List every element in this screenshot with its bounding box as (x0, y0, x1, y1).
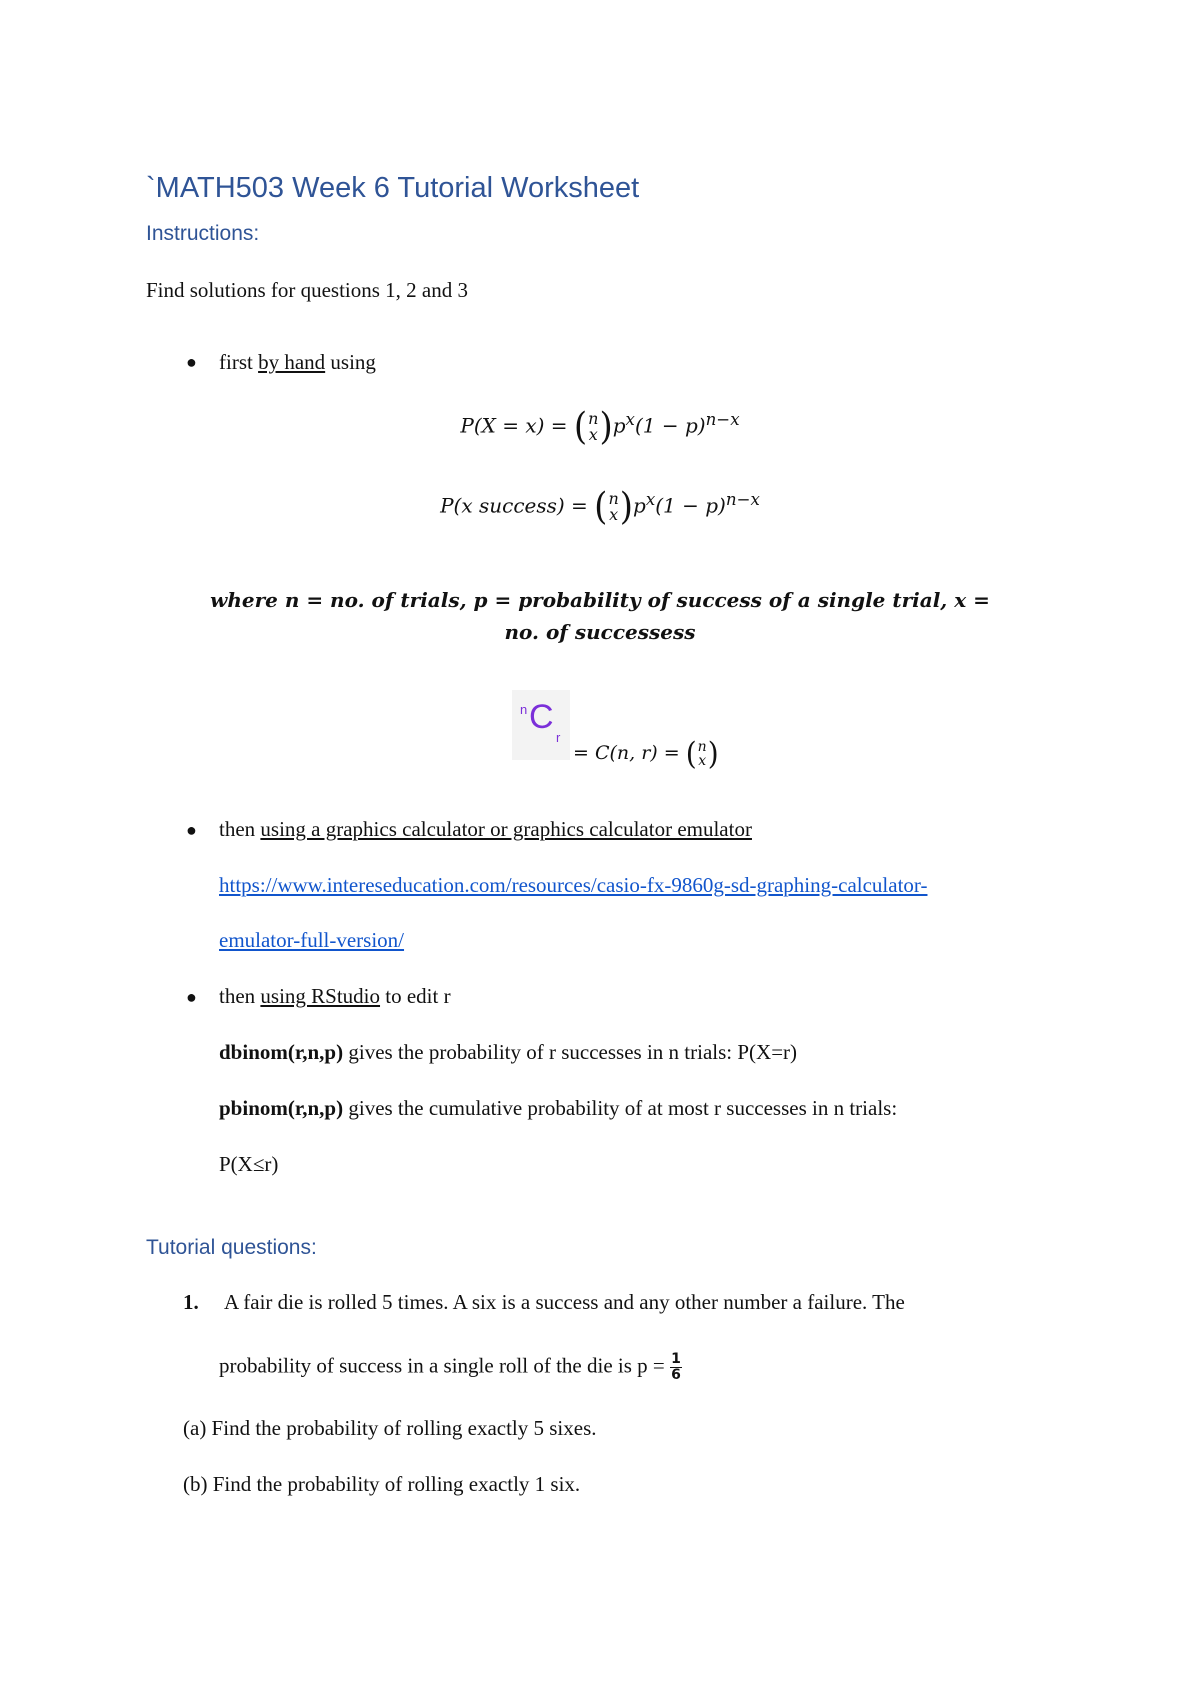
bullet-calc-underlined: using a graphics calculator or graphics calculator emulator (260, 817, 752, 841)
bullet-first-text: first (219, 350, 259, 374)
dbinom-desc: gives the probability of r successes in n trials: P(X=r) (343, 1040, 798, 1064)
comb-top: n (697, 739, 707, 755)
formula2-exp: x (645, 490, 656, 509)
pbinom-line (219, 1096, 897, 1121)
frac-num: 1 (671, 1351, 681, 1367)
bullet-dot-icon: ● (186, 352, 197, 372)
pbinom-line-2: P(X≤r) (219, 1152, 279, 1176)
formula1-exp2: n−x (705, 410, 740, 429)
pbinom-code: pbinom(r,n,p) (219, 1096, 344, 1120)
question-1b: (b) Find the probability of rolling exactly 1 six. (183, 1472, 581, 1496)
bullet-calculator (219, 817, 752, 842)
bullet-dot-icon: ● (186, 987, 197, 1007)
question-1-number: 1. (183, 1290, 199, 1314)
ncr-r: r (556, 730, 561, 745)
formula2-mid: (1 − p) (655, 493, 726, 518)
ncr-n: n (520, 702, 528, 717)
where-line-1: where n = no. of trials, p = probability of success of a single trial, x = (210, 588, 990, 612)
formula2-p: p (633, 493, 646, 518)
frac-den: 6 (671, 1367, 681, 1383)
bullet-first-suffix: using (325, 350, 376, 374)
formula2-left: P(x success) = (440, 493, 588, 518)
ncr-symbol-image (512, 690, 570, 760)
formula1-exp: x (625, 410, 635, 429)
question-1-line1: A fair die is rolled 5 times. A six is a success and any other number a failure. The (224, 1290, 905, 1314)
comb-binomial: ( n x ) (685, 735, 719, 772)
question-1a: (a) Find the probability of rolling exactly 5 sixes. (183, 1416, 597, 1440)
bullet-dot-icon: ● (186, 820, 197, 840)
ncr-c: C (529, 698, 554, 736)
pbinom-desc: gives the cumulative probability of at most r successes in n trials: (343, 1096, 898, 1120)
bullet-first (219, 350, 376, 375)
question-1-line2 (219, 1352, 682, 1383)
comb-bottom: x (698, 753, 707, 769)
where-line-2: no. of successess (504, 620, 696, 644)
intro-text: Find solutions for questions 1, 2 and 3 (146, 278, 469, 302)
dbinom-code: dbinom(r,n,p) (219, 1040, 344, 1064)
formula-success (0, 485, 1200, 530)
page-title: `MATH503 Week 6 Tutorial Worksheet (146, 172, 640, 204)
formula1-left: P(X = x) = (460, 413, 568, 438)
comb-text: = C(n, r) = (573, 742, 680, 764)
bullet-rstudio-prefix: then (219, 984, 261, 1008)
bullet-calc-prefix: then (219, 817, 261, 841)
combination-formula (573, 735, 719, 772)
dbinom-line (219, 1040, 797, 1065)
emulator-link-line1[interactable]: https://www.intereseducation.com/resources/casio-fx-9860g-sd-graphing-calculator- (219, 873, 928, 897)
formula1-mid: (1 − p) (634, 413, 706, 438)
binom-top: n (588, 409, 599, 429)
bullet-rstudio-suffix: to edit r (380, 984, 451, 1008)
binomial-coefficient-2: ( n x ) (594, 485, 634, 530)
question-1-text: probability of success in a single roll of the die is p = (219, 1353, 665, 1378)
instructions-heading: Instructions: (146, 222, 260, 245)
bullet-rstudio-underlined: using RStudio (260, 984, 381, 1008)
formula2-exp2: n−x (725, 490, 760, 509)
tutorial-heading: Tutorial questions: (146, 1236, 317, 1259)
bullet-first-underlined: by hand (258, 350, 326, 374)
emulator-link-line2[interactable]: emulator-full-version/ (219, 928, 405, 952)
binom-bottom: x (588, 425, 598, 445)
binom2-top: n (608, 489, 619, 509)
binom2-bottom: x (609, 505, 619, 525)
fraction-one-sixth (670, 1352, 682, 1383)
bullet-rstudio (219, 984, 451, 1009)
formula1-p: p (612, 413, 626, 438)
formula-binomial-pmf (0, 405, 1200, 450)
binomial-coefficient: ( n x ) (573, 405, 613, 450)
